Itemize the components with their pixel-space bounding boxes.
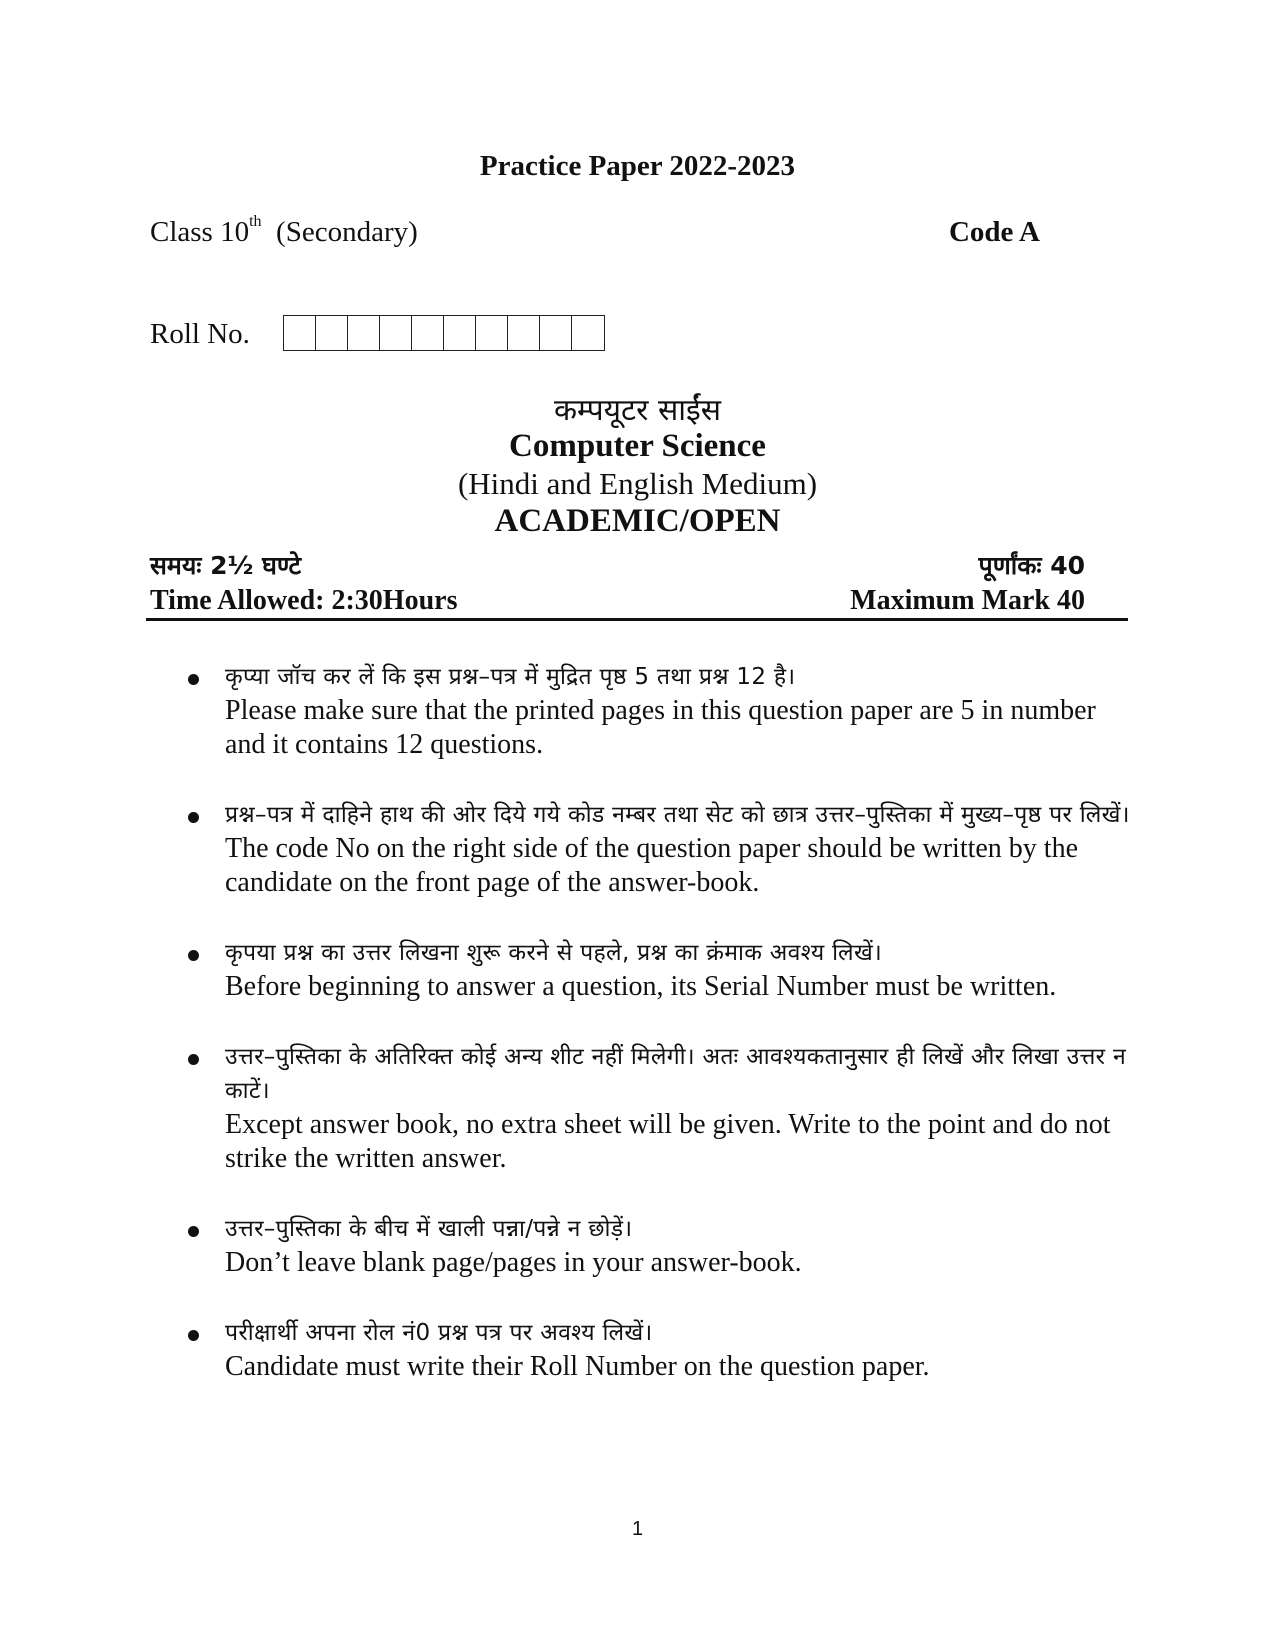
roll-number-box[interactable] <box>380 316 412 350</box>
max-marks-hindi: पूर्णांकः 40 <box>978 551 1085 580</box>
bullet-icon <box>188 1054 199 1065</box>
instructions-list <box>180 660 1130 1420</box>
instruction-hindi: कृप्या जॉच कर लें कि इस प्रश्न–पत्र में मुद्रित पृष्ठ 5 तथा प्रश्न 12 है। <box>225 664 796 690</box>
roll-number-box[interactable] <box>540 316 572 350</box>
class-info <box>150 213 418 249</box>
instruction-item <box>180 1316 1130 1384</box>
instruction-item <box>180 660 1130 762</box>
roll-number-boxes[interactable] <box>283 315 605 351</box>
class-suffix: th <box>249 213 262 231</box>
bullet-icon <box>188 950 199 961</box>
class-level: (Secondary) <box>276 216 418 248</box>
instruction-item <box>180 936 1130 1004</box>
instruction-item <box>180 798 1130 900</box>
instruction-hindi: कृपया प्रश्न का उत्तर लिखना शुरू करने से पहले, प्रश्न का क्रंमाक अवश्य लिखें। <box>225 940 883 966</box>
instruction-item <box>180 1212 1130 1280</box>
bullet-icon <box>188 674 199 685</box>
class-label: Class 10 <box>150 216 250 248</box>
instruction-english: Before beginning to answer a question, its Serial Number must be written. <box>225 971 1057 1002</box>
bullet-icon <box>188 812 199 823</box>
instruction-english: Except answer book, no extra sheet will be given. Write to the point and do not strike the written answer. <box>225 1109 1111 1174</box>
roll-number-box[interactable] <box>316 316 348 350</box>
instruction-hindi: उत्तर–पुस्तिका के अतिरिक्त कोई अन्य शीट नहीं मिलेगी। अतः आवश्यकतानुसार ही लिखें और लिखा उत्तर न काटें। <box>225 1044 1127 1104</box>
stream-label: ACADEMIC/OPEN <box>494 503 781 539</box>
roll-number-box[interactable] <box>284 316 316 350</box>
subject-english: Computer Science <box>509 428 766 464</box>
instruction-english: The code No on the right side of the question paper should be written by the candidate on the front page of the answer-book. <box>225 833 1079 898</box>
roll-number-box[interactable] <box>444 316 476 350</box>
time-allowed-hindi: समयः 2½ घण्टे <box>150 551 302 580</box>
instruction-hindi: परीक्षार्थी अपना रोल नं0 प्रश्न पत्र पर अवश्य लिखें। <box>225 1320 653 1346</box>
paper-title: Practice Paper 2022-2023 <box>479 150 796 182</box>
medium-label: (Hindi and English Medium) <box>457 466 818 501</box>
max-marks: Maximum Mark 40 <box>850 585 1085 616</box>
bullet-icon <box>188 1226 199 1237</box>
roll-number-box[interactable] <box>412 316 444 350</box>
instruction-hindi: प्रश्न–पत्र में दाहिने हाथ की ओर दिये गये कोड नम्बर तथा सेट को छात्र उत्तर–पुस्तिका में मुख्य–पृष्ठ पर लिखें। <box>225 802 1130 828</box>
roll-number-label: Roll No. <box>150 318 250 350</box>
page-number: 1 <box>631 1518 644 1540</box>
instruction-item <box>180 1040 1130 1176</box>
subject-hindi: कम्पयूटर साईंस <box>553 393 722 428</box>
header-divider <box>146 618 1128 621</box>
paper-code: Code A <box>948 216 1040 248</box>
instruction-english: Please make sure that the printed pages in this question paper are 5 in number and it contains 12 questions. <box>225 695 1096 760</box>
instruction-english: Candidate must write their Roll Number on the question paper. <box>225 1351 930 1382</box>
instruction-english: Don’t leave blank page/pages in your answer-book. <box>225 1247 802 1278</box>
roll-number-box[interactable] <box>476 316 508 350</box>
roll-number-box[interactable] <box>348 316 380 350</box>
roll-number-box[interactable] <box>508 316 540 350</box>
bullet-icon <box>188 1330 199 1341</box>
roll-number-box[interactable] <box>572 316 604 350</box>
instruction-hindi: उत्तर–पुस्तिका के बीच में खाली पन्ना/पन्ने न छोड़ें। <box>225 1216 633 1242</box>
time-allowed: Time Allowed: 2:30Hours <box>150 585 458 616</box>
